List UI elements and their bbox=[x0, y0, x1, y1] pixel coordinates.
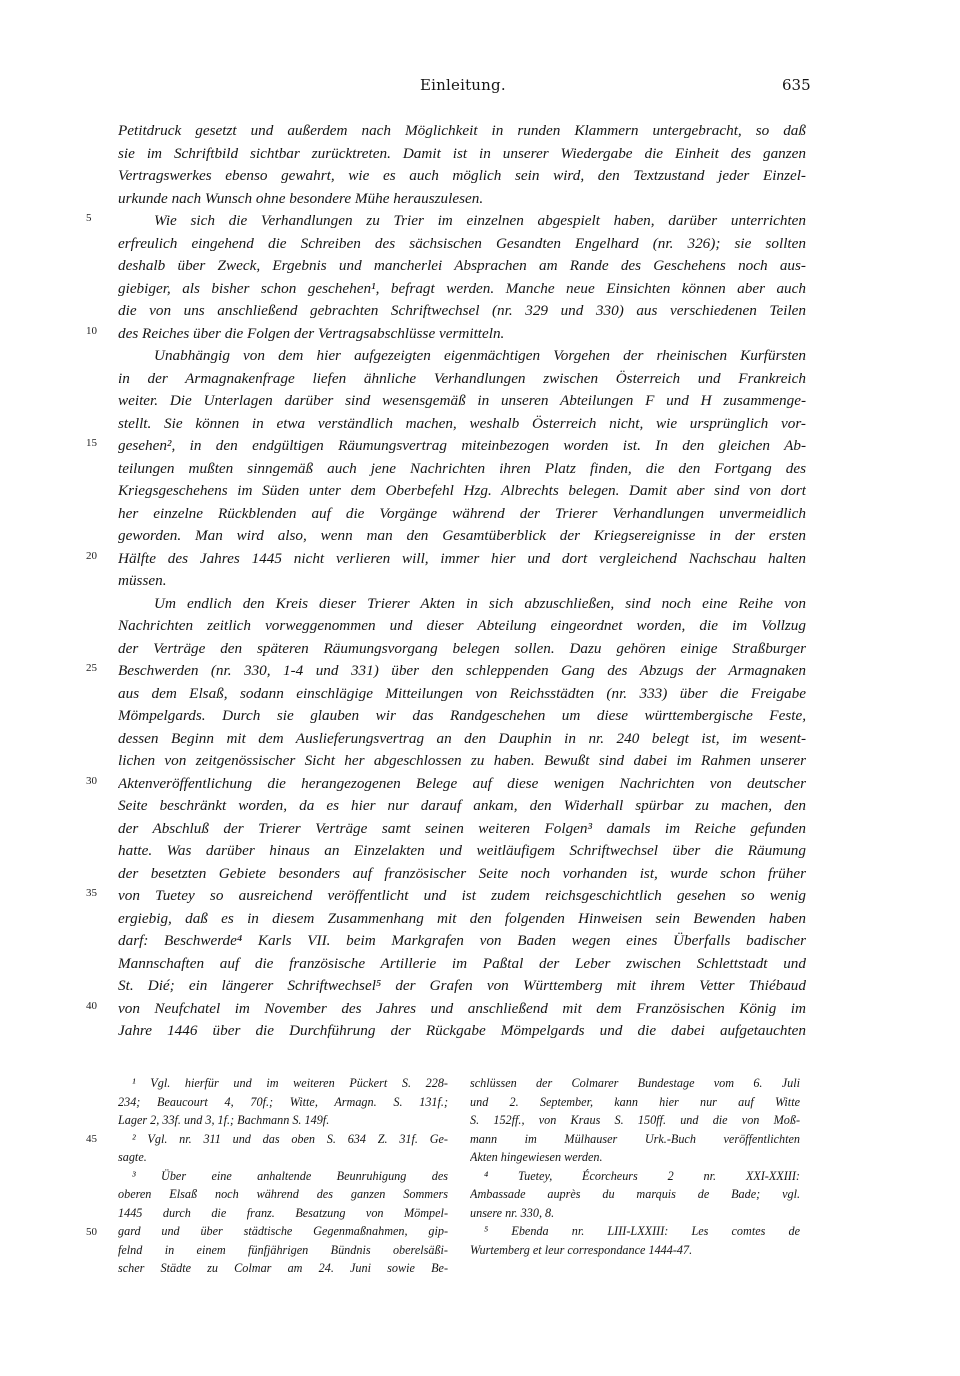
body-line: Kriegsgeschehens im Süden unter dem Oberbefehl Hzg. Albrechts belegen. Damit aber sind von dort bbox=[118, 482, 806, 499]
body-line: Hälfte des Jahres 1445 nicht verlieren will, immer hier und dort vergleichend Nachschau halten bbox=[118, 549, 806, 567]
body-line: Petitdruck gesetzt und außerdem nach Möglichkeit in runden Klammern untergebracht, so daß bbox=[118, 122, 806, 139]
footnote-line: scher Städte zu Colmar am 24. Juni sowie Be- bbox=[118, 1261, 448, 1275]
line-number: 45 bbox=[86, 1133, 97, 1145]
line-number: 10 bbox=[86, 325, 97, 337]
footnote-line: mann im Mülhauser Urk.-Buch veröffentlichten bbox=[470, 1131, 800, 1146]
line-number: 40 bbox=[86, 1000, 97, 1012]
body-line: dessen Beginn mit dem Auslieferungsvertrag an den Dauphin in nr. 240 belegt ist, im wesent- bbox=[118, 729, 806, 747]
body-line: Wie sich die Verhandlungen zu Trier im einzelnen abgespielt haben, darüber unterrichten bbox=[154, 212, 806, 229]
body-line: Mannschaften auf die französische Artillerie im Paßtal der Leber zwischen Schlettstadt und bbox=[118, 954, 806, 972]
footnote-line: ² Vgl. nr. 311 und das oben S. 634 Z. 31f. Ge- bbox=[132, 1131, 448, 1146]
body-line: Beschwerden (nr. 330, 1-4 und 331) über den schleppenden Gang des Abzugs der Armagnaken bbox=[118, 662, 806, 679]
body-line: giebiger, als bisher schon geschehen¹, befragt werden. Manche neue Einsichten können aber auch bbox=[118, 279, 806, 297]
footnote-line: ¹ Vgl. hierfür und im weiteren Pückert S. 228- bbox=[132, 1076, 448, 1090]
body-line: gesehen², in den endgültigen Räumungsvertrag miteinbezogen worden ist. In den gleichen Ab- bbox=[118, 437, 806, 454]
body-line: Unabhängig von dem hier aufgezeigten eigenmächtigen Vorgehen der rheinischen Kurfürsten bbox=[154, 347, 806, 364]
line-number: 5 bbox=[86, 212, 92, 224]
body-line: Aktenveröffentlichung die herangezogenen Belege auf diese wenigen Nachrichten von deutscher bbox=[118, 774, 806, 792]
footnote-line: S. 152ff., von Kraus S. 150ff. und die von Moß- bbox=[470, 1113, 800, 1127]
body-line: Seite beschränkt worden, da es hier nur darauf ankam, den Widerhall spürbar zu machen, den bbox=[118, 797, 806, 814]
body-line: sie im Schriftbild sichtbar zurücktreten. Damit ist in unserer Wiedergabe die Einheit des ganzen bbox=[118, 144, 806, 162]
footnote-line: Wurtemberg et leur correspondance 1444-47. bbox=[470, 1242, 693, 1257]
body-line: von Neufchatel im November des Jahres und anschließend mit dem Französischen König im bbox=[118, 999, 806, 1017]
footnote-line: Akten hingewiesen werden. bbox=[470, 1150, 603, 1164]
body-line: ergiebig, daß es in diesem Zusammenhang mit den folgenden Hinweisen sein Bewenden haben bbox=[118, 909, 806, 927]
body-line: weiter. Die Unterlagen darüber sind wesensgemäß in unseren Abteilungen F und H zusammenge- bbox=[118, 392, 806, 409]
body-line: urkunde nach Wunsch ohne besondere Mühe herauszulesen. bbox=[118, 189, 484, 207]
footnote-line: ⁴ Tuetey, Écorcheurs 2 nr. XXI-XXIII: bbox=[484, 1168, 800, 1183]
body-line: deshalb über Zweck, Ergebnis und mancherlei Absprachen am Rande des Geschehens noch aus- bbox=[118, 257, 806, 274]
body-line: der besetzten Gebiete besonders auf französischer Seite noch vorhanden ist, wurde schon früher bbox=[118, 864, 806, 882]
body-line: stellt. Sie können in etwa verständlich machen, weshalb Österreich nicht, wie ursprünglich vor- bbox=[118, 414, 806, 432]
body-line: der Verträge den späteren Räumungsvorgang belegen sollen. Dazu gehören einige Straßburger bbox=[118, 639, 806, 657]
body-line: St. Dié; ein längerer Schriftwechsel⁵ der Grafen von Württemberg mit ihrem Vetter Thiébaud bbox=[118, 977, 806, 994]
footnote-line: ³ Über eine anhaltende Beunruhigung des bbox=[132, 1168, 448, 1183]
body-line: her einzelne Rückblenden auf die Vorgänge während der Trierer Verhandlungen unvermeidlich bbox=[118, 504, 806, 522]
footnote-line: 234; Beaucourt 4, 70f.; Witte, Armagn. S. 131f.; bbox=[118, 1094, 448, 1109]
line-number: 50 bbox=[86, 1226, 97, 1238]
body-line: Nachrichten zeitlich vorweggenommen und dieser Abteilung eingeordnet worden, die im Vollzug bbox=[118, 617, 806, 634]
body-line: Jahre 1446 über die Durchführung der Rückgabe Mömpelgards und die dabei aufgetauchten bbox=[118, 1022, 806, 1039]
body-line: darf: Beschwerde⁴ Karls VII. beim Markgrafen von Baden wegen eines Überfalls badischer bbox=[118, 932, 806, 949]
page-number: 635 bbox=[782, 76, 811, 94]
body-line: der Abschluß der Trierer Verträge samt seinen weiteren Folgen³ damals im Reiche gefunden bbox=[118, 819, 806, 837]
body-line: müssen. bbox=[118, 572, 167, 589]
body-line: teilungen mußten sinngemäß auch jene Nachrichten ihren Platz finden, die den Fortgang des bbox=[118, 459, 806, 477]
footnote-line: 1445 durch die franz. Besatzung von Mömpel- bbox=[118, 1205, 448, 1220]
footnote-line: gard und über städtische Gegenmaßnahmen, gip- bbox=[118, 1224, 448, 1238]
line-number: 35 bbox=[86, 887, 97, 899]
body-line: in der Armagnakenfrage liefen ähnliche Verhandlungen zwischen Österreich und Frankreich bbox=[118, 369, 806, 387]
line-number: 20 bbox=[86, 550, 97, 562]
footnote-line: unsere nr. 330, 8. bbox=[470, 1205, 555, 1220]
body-line: erfreulich eingehend die Schreiben des sächsischen Gesandten Engelhard (nr. 326); sie sollten bbox=[118, 234, 806, 252]
body-line: des Reiches über die Folgen der Vertragsabschlüsse vermitteln. bbox=[118, 324, 505, 342]
footnote-line: oberen Elsaß noch während des ganzen Sommers bbox=[118, 1187, 448, 1201]
footnote-line: Lager 2, 33f. und 3, 1f.; Bachmann S. 149f. bbox=[118, 1113, 330, 1127]
body-line bbox=[118, 1043, 806, 1066]
footnote-line: ⁵ Ebenda nr. LIII-LXXIII: Les comtes de bbox=[484, 1224, 800, 1238]
footnote-line: sagte. bbox=[118, 1150, 147, 1164]
footnote-line: schlüssen der Colmarer Bundestage vom 6. Juli bbox=[470, 1076, 800, 1090]
body-line: geworden. Man wird also, wenn man den Gesamtüberblick der Kriegsereignisse in der ersten bbox=[118, 527, 806, 544]
body-line: hatte. Was darüber hinaus an Einzelakten und weitläufigem Schriftwechsel über die Räumung bbox=[118, 842, 806, 859]
line-number: 30 bbox=[86, 775, 97, 787]
footnote-line: und 2. September, kann hier nur auf Witte bbox=[470, 1094, 800, 1109]
body-line: aus dem Elsaß, sodann einschlägige Mitteilungen von Reichsstädten (nr. 333) über die Freigabe bbox=[118, 684, 806, 702]
running-header bbox=[0, 76, 960, 98]
body-line: Mömpelgards. Durch sie glauben wir das Randgeschehen um diese württembergische Feste, bbox=[118, 707, 806, 724]
line-number: 15 bbox=[86, 437, 97, 449]
header-title: Einleitung. bbox=[420, 76, 506, 94]
body-line: Vertragswerkes ebenso gewahrt, wie es auch möglich sein wird, den Textzustand jeder Einzel- bbox=[118, 167, 806, 184]
body-line: die von uns anschließend gebrachten Schriftwechsel (nr. 329 und 330) aus verschiedenen Teilen bbox=[118, 302, 806, 319]
body-line: von Tuetey so ausreichend veröffentlicht und ist zudem reichsgeschichtlich gesehen so wenig bbox=[118, 887, 806, 904]
footnote-line: Ambassade auprès du marquis de Bade; vgl. bbox=[470, 1187, 800, 1201]
body-line: lichen von zeitgenössischer Sicht her abgeschlossen zu haben. Bewußt sind dabei im Rahmen unserer bbox=[118, 752, 806, 769]
body-line: Um endlich den Kreis dieser Trierer Akten in sich abzuschließen, sind noch eine Reihe von bbox=[154, 594, 806, 612]
line-number: 25 bbox=[86, 662, 97, 674]
footnote-line: felnd in einem fünfjährigen Bündnis oberelsäßi- bbox=[118, 1242, 448, 1257]
